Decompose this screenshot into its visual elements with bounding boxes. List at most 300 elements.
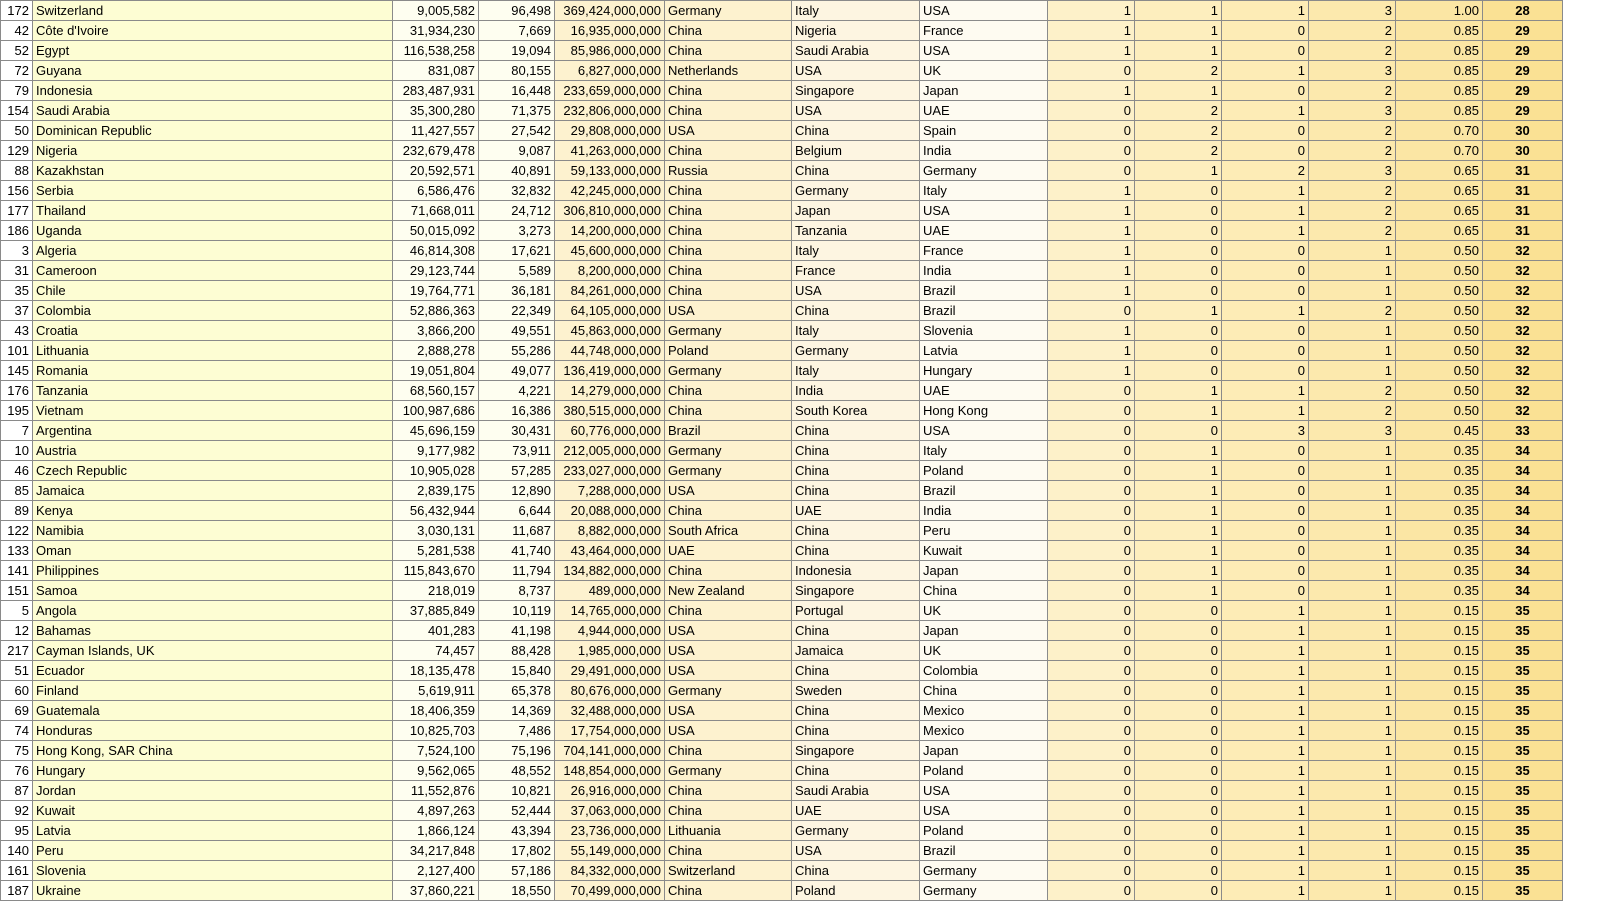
cell-partner-1[interactable]: China <box>665 201 792 221</box>
cell-gdp-per-capita[interactable]: 17,802 <box>479 841 555 861</box>
cell-partner-3[interactable]: France <box>920 21 1048 41</box>
cell-country[interactable]: Switzerland <box>33 1 393 21</box>
cell-score-1[interactable]: 1 <box>1048 341 1135 361</box>
cell-score-2[interactable]: 0 <box>1135 861 1222 881</box>
cell-weighted-score[interactable]: 0.50 <box>1396 321 1483 341</box>
cell-partner-1[interactable]: Germany <box>665 361 792 381</box>
cell-score-total[interactable]: 1 <box>1309 541 1396 561</box>
cell-score-3[interactable]: 0 <box>1222 21 1309 41</box>
cell-weighted-score[interactable]: 0.50 <box>1396 341 1483 361</box>
cell-partner-3[interactable]: Poland <box>920 461 1048 481</box>
cell-partner-3[interactable]: USA <box>920 201 1048 221</box>
cell-score-total[interactable]: 1 <box>1309 641 1396 661</box>
cell-score-3[interactable]: 1 <box>1222 821 1309 841</box>
cell-country[interactable]: Ecuador <box>33 661 393 681</box>
cell-score-3[interactable]: 1 <box>1222 181 1309 201</box>
cell-score-2[interactable]: 0 <box>1135 341 1222 361</box>
cell-score-2[interactable]: 1 <box>1135 381 1222 401</box>
cell-partner-2[interactable]: China <box>792 421 920 441</box>
cell-rank[interactable]: 34 <box>1483 501 1563 521</box>
cell-trade-value[interactable]: 45,600,000,000 <box>555 241 665 261</box>
cell-weighted-score[interactable]: 0.15 <box>1396 721 1483 741</box>
cell-partner-2[interactable]: Singapore <box>792 741 920 761</box>
cell-score-2[interactable]: 0 <box>1135 221 1222 241</box>
cell-partner-3[interactable]: Latvia <box>920 341 1048 361</box>
cell-trade-value[interactable]: 380,515,000,000 <box>555 401 665 421</box>
cell-partner-1[interactable]: Lithuania <box>665 821 792 841</box>
cell-gdp-per-capita[interactable]: 7,486 <box>479 721 555 741</box>
cell-partner-3[interactable]: USA <box>920 41 1048 61</box>
cell-id[interactable]: 154 <box>1 101 33 121</box>
cell-partner-1[interactable]: China <box>665 841 792 861</box>
cell-score-3[interactable]: 0 <box>1222 41 1309 61</box>
cell-partner-3[interactable]: Mexico <box>920 701 1048 721</box>
cell-trade-value[interactable]: 20,088,000,000 <box>555 501 665 521</box>
cell-score-total[interactable]: 1 <box>1309 501 1396 521</box>
cell-weighted-score[interactable]: 0.70 <box>1396 141 1483 161</box>
cell-partner-1[interactable]: USA <box>665 481 792 501</box>
cell-id[interactable]: 35 <box>1 281 33 301</box>
cell-score-2[interactable]: 0 <box>1135 661 1222 681</box>
cell-gdp-per-capita[interactable]: 9,087 <box>479 141 555 161</box>
cell-score-3[interactable]: 0 <box>1222 521 1309 541</box>
cell-score-total[interactable]: 2 <box>1309 181 1396 201</box>
cell-score-1[interactable]: 0 <box>1048 161 1135 181</box>
cell-weighted-score[interactable]: 0.45 <box>1396 421 1483 441</box>
cell-score-total[interactable]: 1 <box>1309 601 1396 621</box>
cell-rank[interactable]: 29 <box>1483 101 1563 121</box>
cell-weighted-score[interactable]: 0.65 <box>1396 161 1483 181</box>
cell-score-total[interactable]: 1 <box>1309 261 1396 281</box>
cell-partner-2[interactable]: France <box>792 261 920 281</box>
cell-partner-3[interactable]: Italy <box>920 441 1048 461</box>
cell-weighted-score[interactable]: 0.35 <box>1396 481 1483 501</box>
cell-trade-value[interactable]: 7,288,000,000 <box>555 481 665 501</box>
cell-partner-1[interactable]: Switzerland <box>665 861 792 881</box>
cell-id[interactable]: 133 <box>1 541 33 561</box>
cell-id[interactable]: 3 <box>1 241 33 261</box>
cell-gdp-per-capita[interactable]: 18,550 <box>479 881 555 901</box>
cell-partner-3[interactable]: Colombia <box>920 661 1048 681</box>
cell-population[interactable]: 6,586,476 <box>393 181 479 201</box>
cell-id[interactable]: 195 <box>1 401 33 421</box>
cell-score-2[interactable]: 2 <box>1135 141 1222 161</box>
cell-score-1[interactable]: 0 <box>1048 641 1135 661</box>
cell-score-1[interactable]: 1 <box>1048 1 1135 21</box>
cell-partner-2[interactable]: Italy <box>792 1 920 21</box>
cell-gdp-per-capita[interactable]: 88,428 <box>479 641 555 661</box>
cell-partner-3[interactable]: China <box>920 681 1048 701</box>
cell-score-1[interactable]: 1 <box>1048 81 1135 101</box>
cell-partner-1[interactable]: China <box>665 141 792 161</box>
cell-score-2[interactable]: 1 <box>1135 161 1222 181</box>
cell-partner-2[interactable]: Italy <box>792 361 920 381</box>
cell-id[interactable]: 186 <box>1 221 33 241</box>
cell-trade-value[interactable]: 45,863,000,000 <box>555 321 665 341</box>
cell-weighted-score[interactable]: 0.15 <box>1396 841 1483 861</box>
cell-score-2[interactable]: 0 <box>1135 801 1222 821</box>
cell-score-1[interactable]: 0 <box>1048 881 1135 901</box>
cell-rank[interactable]: 35 <box>1483 881 1563 901</box>
cell-partner-1[interactable]: China <box>665 781 792 801</box>
cell-country[interactable]: Serbia <box>33 181 393 201</box>
cell-population[interactable]: 4,897,263 <box>393 801 479 821</box>
cell-id[interactable]: 42 <box>1 21 33 41</box>
cell-population[interactable]: 34,217,848 <box>393 841 479 861</box>
cell-country[interactable]: Samoa <box>33 581 393 601</box>
cell-score-2[interactable]: 0 <box>1135 641 1222 661</box>
cell-weighted-score[interactable]: 0.15 <box>1396 621 1483 641</box>
cell-partner-2[interactable]: China <box>792 121 920 141</box>
cell-population[interactable]: 50,015,092 <box>393 221 479 241</box>
cell-score-1[interactable]: 1 <box>1048 361 1135 381</box>
cell-weighted-score[interactable]: 0.35 <box>1396 501 1483 521</box>
cell-gdp-per-capita[interactable]: 55,286 <box>479 341 555 361</box>
cell-country[interactable]: Dominican Republic <box>33 121 393 141</box>
cell-score-total[interactable]: 2 <box>1309 381 1396 401</box>
cell-partner-2[interactable]: Germany <box>792 821 920 841</box>
cell-partner-3[interactable]: UK <box>920 61 1048 81</box>
cell-population[interactable]: 10,825,703 <box>393 721 479 741</box>
cell-score-1[interactable]: 0 <box>1048 621 1135 641</box>
cell-trade-value[interactable]: 4,944,000,000 <box>555 621 665 641</box>
cell-score-total[interactable]: 2 <box>1309 121 1396 141</box>
cell-weighted-score[interactable]: 0.70 <box>1396 121 1483 141</box>
cell-gdp-per-capita[interactable]: 48,552 <box>479 761 555 781</box>
cell-population[interactable]: 3,030,131 <box>393 521 479 541</box>
cell-trade-value[interactable]: 37,063,000,000 <box>555 801 665 821</box>
cell-partner-2[interactable]: USA <box>792 281 920 301</box>
cell-country[interactable]: Kenya <box>33 501 393 521</box>
cell-gdp-per-capita[interactable]: 5,589 <box>479 261 555 281</box>
cell-rank[interactable]: 34 <box>1483 561 1563 581</box>
cell-weighted-score[interactable]: 0.15 <box>1396 881 1483 901</box>
cell-partner-2[interactable]: Indonesia <box>792 561 920 581</box>
cell-trade-value[interactable]: 64,105,000,000 <box>555 301 665 321</box>
cell-partner-1[interactable]: Poland <box>665 341 792 361</box>
cell-score-2[interactable]: 2 <box>1135 61 1222 81</box>
cell-partner-1[interactable]: China <box>665 501 792 521</box>
cell-partner-3[interactable]: France <box>920 241 1048 261</box>
cell-score-3[interactable]: 0 <box>1222 121 1309 141</box>
cell-rank[interactable]: 34 <box>1483 481 1563 501</box>
cell-population[interactable]: 116,538,258 <box>393 41 479 61</box>
cell-partner-1[interactable]: Germany <box>665 1 792 21</box>
cell-weighted-score[interactable]: 0.50 <box>1396 301 1483 321</box>
cell-weighted-score[interactable]: 0.50 <box>1396 281 1483 301</box>
cell-score-3[interactable]: 0 <box>1222 501 1309 521</box>
cell-partner-2[interactable]: UAE <box>792 801 920 821</box>
cell-weighted-score[interactable]: 0.50 <box>1396 261 1483 281</box>
cell-population[interactable]: 5,281,538 <box>393 541 479 561</box>
cell-population[interactable]: 52,886,363 <box>393 301 479 321</box>
cell-rank[interactable]: 35 <box>1483 781 1563 801</box>
cell-weighted-score[interactable]: 0.35 <box>1396 561 1483 581</box>
cell-score-2[interactable]: 2 <box>1135 101 1222 121</box>
cell-trade-value[interactable]: 8,882,000,000 <box>555 521 665 541</box>
cell-partner-2[interactable]: China <box>792 461 920 481</box>
cell-rank[interactable]: 35 <box>1483 841 1563 861</box>
cell-score-2[interactable]: 0 <box>1135 281 1222 301</box>
cell-rank[interactable]: 32 <box>1483 321 1563 341</box>
cell-partner-1[interactable]: Germany <box>665 761 792 781</box>
cell-population[interactable]: 2,888,278 <box>393 341 479 361</box>
cell-rank[interactable]: 35 <box>1483 761 1563 781</box>
cell-score-3[interactable]: 0 <box>1222 461 1309 481</box>
cell-trade-value[interactable]: 8,200,000,000 <box>555 261 665 281</box>
cell-population[interactable]: 31,934,230 <box>393 21 479 41</box>
cell-population[interactable]: 18,135,478 <box>393 661 479 681</box>
cell-score-2[interactable]: 0 <box>1135 601 1222 621</box>
cell-partner-1[interactable]: Netherlands <box>665 61 792 81</box>
cell-rank[interactable]: 35 <box>1483 861 1563 881</box>
cell-gdp-per-capita[interactable]: 57,186 <box>479 861 555 881</box>
cell-partner-3[interactable]: Germany <box>920 861 1048 881</box>
cell-gdp-per-capita[interactable]: 41,198 <box>479 621 555 641</box>
cell-trade-value[interactable]: 42,245,000,000 <box>555 181 665 201</box>
cell-rank[interactable]: 30 <box>1483 141 1563 161</box>
cell-score-3[interactable]: 1 <box>1222 661 1309 681</box>
cell-id[interactable]: 12 <box>1 621 33 641</box>
cell-gdp-per-capita[interactable]: 49,077 <box>479 361 555 381</box>
cell-partner-2[interactable]: China <box>792 761 920 781</box>
cell-id[interactable]: 76 <box>1 761 33 781</box>
cell-weighted-score[interactable]: 0.85 <box>1396 61 1483 81</box>
cell-score-1[interactable]: 0 <box>1048 801 1135 821</box>
cell-country[interactable]: Honduras <box>33 721 393 741</box>
cell-partner-2[interactable]: USA <box>792 841 920 861</box>
cell-score-1[interactable]: 0 <box>1048 61 1135 81</box>
cell-population[interactable]: 18,406,359 <box>393 701 479 721</box>
cell-partner-1[interactable]: New Zealand <box>665 581 792 601</box>
cell-score-2[interactable]: 1 <box>1135 441 1222 461</box>
cell-trade-value[interactable]: 1,985,000,000 <box>555 641 665 661</box>
cell-score-2[interactable]: 1 <box>1135 501 1222 521</box>
cell-score-1[interactable]: 0 <box>1048 661 1135 681</box>
cell-weighted-score[interactable]: 0.15 <box>1396 701 1483 721</box>
cell-population[interactable]: 115,843,670 <box>393 561 479 581</box>
cell-trade-value[interactable]: 55,149,000,000 <box>555 841 665 861</box>
cell-score-2[interactable]: 1 <box>1135 461 1222 481</box>
cell-score-1[interactable]: 0 <box>1048 561 1135 581</box>
cell-score-total[interactable]: 3 <box>1309 61 1396 81</box>
cell-country[interactable]: Argentina <box>33 421 393 441</box>
cell-country[interactable]: Slovenia <box>33 861 393 881</box>
cell-id[interactable]: 7 <box>1 421 33 441</box>
cell-gdp-per-capita[interactable]: 17,621 <box>479 241 555 261</box>
cell-gdp-per-capita[interactable]: 8,737 <box>479 581 555 601</box>
cell-score-3[interactable]: 0 <box>1222 441 1309 461</box>
cell-country[interactable]: Algeria <box>33 241 393 261</box>
cell-rank[interactable]: 31 <box>1483 201 1563 221</box>
cell-partner-3[interactable]: UAE <box>920 221 1048 241</box>
cell-score-3[interactable]: 1 <box>1222 401 1309 421</box>
cell-score-total[interactable]: 2 <box>1309 81 1396 101</box>
cell-score-1[interactable]: 1 <box>1048 241 1135 261</box>
cell-partner-2[interactable]: China <box>792 441 920 461</box>
cell-id[interactable]: 37 <box>1 301 33 321</box>
cell-score-total[interactable]: 1 <box>1309 741 1396 761</box>
cell-weighted-score[interactable]: 0.85 <box>1396 21 1483 41</box>
cell-country[interactable]: Croatia <box>33 321 393 341</box>
cell-trade-value[interactable]: 306,810,000,000 <box>555 201 665 221</box>
cell-trade-value[interactable]: 136,419,000,000 <box>555 361 665 381</box>
cell-rank[interactable]: 35 <box>1483 821 1563 841</box>
cell-score-total[interactable]: 1 <box>1309 781 1396 801</box>
cell-rank[interactable]: 32 <box>1483 341 1563 361</box>
cell-country[interactable]: Romania <box>33 361 393 381</box>
cell-population[interactable]: 2,127,400 <box>393 861 479 881</box>
cell-id[interactable]: 51 <box>1 661 33 681</box>
cell-partner-2[interactable]: China <box>792 861 920 881</box>
cell-weighted-score[interactable]: 0.50 <box>1396 241 1483 261</box>
cell-score-1[interactable]: 1 <box>1048 261 1135 281</box>
cell-score-1[interactable]: 0 <box>1048 141 1135 161</box>
cell-partner-2[interactable]: Sweden <box>792 681 920 701</box>
cell-partner-1[interactable]: Germany <box>665 681 792 701</box>
cell-trade-value[interactable]: 17,754,000,000 <box>555 721 665 741</box>
cell-score-3[interactable]: 0 <box>1222 341 1309 361</box>
cell-score-1[interactable]: 0 <box>1048 101 1135 121</box>
cell-score-2[interactable]: 0 <box>1135 361 1222 381</box>
cell-partner-3[interactable]: Japan <box>920 81 1048 101</box>
cell-partner-1[interactable]: Russia <box>665 161 792 181</box>
cell-id[interactable]: 95 <box>1 821 33 841</box>
cell-gdp-per-capita[interactable]: 30,431 <box>479 421 555 441</box>
cell-score-3[interactable]: 0 <box>1222 261 1309 281</box>
cell-partner-2[interactable]: UAE <box>792 501 920 521</box>
cell-trade-value[interactable]: 70,499,000,000 <box>555 881 665 901</box>
cell-population[interactable]: 7,524,100 <box>393 741 479 761</box>
cell-weighted-score[interactable]: 0.15 <box>1396 681 1483 701</box>
cell-score-total[interactable]: 3 <box>1309 101 1396 121</box>
cell-country[interactable]: Chile <box>33 281 393 301</box>
cell-rank[interactable]: 32 <box>1483 381 1563 401</box>
cell-trade-value[interactable]: 84,261,000,000 <box>555 281 665 301</box>
cell-partner-2[interactable]: China <box>792 161 920 181</box>
cell-id[interactable]: 156 <box>1 181 33 201</box>
cell-weighted-score[interactable]: 0.65 <box>1396 181 1483 201</box>
cell-id[interactable]: 140 <box>1 841 33 861</box>
cell-country[interactable]: Cayman Islands, UK <box>33 641 393 661</box>
cell-partner-3[interactable]: Japan <box>920 621 1048 641</box>
cell-score-2[interactable]: 0 <box>1135 761 1222 781</box>
cell-score-1[interactable]: 0 <box>1048 301 1135 321</box>
cell-gdp-per-capita[interactable]: 3,273 <box>479 221 555 241</box>
cell-weighted-score[interactable]: 0.15 <box>1396 861 1483 881</box>
cell-country[interactable]: Nigeria <box>33 141 393 161</box>
cell-rank[interactable]: 33 <box>1483 421 1563 441</box>
cell-id[interactable]: 176 <box>1 381 33 401</box>
cell-partner-1[interactable]: China <box>665 741 792 761</box>
cell-partner-1[interactable]: USA <box>665 701 792 721</box>
cell-rank[interactable]: 35 <box>1483 641 1563 661</box>
cell-population[interactable]: 35,300,280 <box>393 101 479 121</box>
cell-rank[interactable]: 32 <box>1483 281 1563 301</box>
cell-partner-2[interactable]: China <box>792 481 920 501</box>
cell-country[interactable]: Bahamas <box>33 621 393 641</box>
cell-score-2[interactable]: 1 <box>1135 481 1222 501</box>
cell-partner-2[interactable]: Jamaica <box>792 641 920 661</box>
cell-partner-1[interactable]: USA <box>665 721 792 741</box>
cell-partner-1[interactable]: China <box>665 401 792 421</box>
cell-partner-2[interactable]: Singapore <box>792 81 920 101</box>
cell-partner-3[interactable]: UK <box>920 641 1048 661</box>
cell-score-3[interactable]: 1 <box>1222 381 1309 401</box>
cell-score-3[interactable]: 1 <box>1222 101 1309 121</box>
cell-trade-value[interactable]: 233,659,000,000 <box>555 81 665 101</box>
cell-score-2[interactable]: 1 <box>1135 21 1222 41</box>
cell-gdp-per-capita[interactable]: 75,196 <box>479 741 555 761</box>
cell-score-1[interactable]: 0 <box>1048 121 1135 141</box>
cell-weighted-score[interactable]: 0.85 <box>1396 101 1483 121</box>
cell-score-2[interactable]: 1 <box>1135 81 1222 101</box>
cell-score-3[interactable]: 1 <box>1222 641 1309 661</box>
cell-rank[interactable]: 32 <box>1483 241 1563 261</box>
cell-weighted-score[interactable]: 0.85 <box>1396 81 1483 101</box>
cell-trade-value[interactable]: 29,808,000,000 <box>555 121 665 141</box>
cell-trade-value[interactable]: 29,491,000,000 <box>555 661 665 681</box>
cell-score-1[interactable]: 0 <box>1048 421 1135 441</box>
cell-weighted-score[interactable]: 0.35 <box>1396 581 1483 601</box>
cell-partner-3[interactable]: USA <box>920 801 1048 821</box>
cell-population[interactable]: 20,592,571 <box>393 161 479 181</box>
cell-partner-1[interactable]: China <box>665 881 792 901</box>
cell-score-2[interactable]: 1 <box>1135 561 1222 581</box>
cell-score-3[interactable]: 0 <box>1222 321 1309 341</box>
cell-partner-1[interactable]: China <box>665 181 792 201</box>
cell-weighted-score[interactable]: 0.15 <box>1396 781 1483 801</box>
cell-id[interactable]: 43 <box>1 321 33 341</box>
cell-score-1[interactable]: 1 <box>1048 21 1135 41</box>
cell-score-1[interactable]: 1 <box>1048 201 1135 221</box>
cell-gdp-per-capita[interactable]: 32,832 <box>479 181 555 201</box>
cell-gdp-per-capita[interactable]: 41,740 <box>479 541 555 561</box>
cell-score-1[interactable]: 0 <box>1048 701 1135 721</box>
cell-score-2[interactable]: 0 <box>1135 241 1222 261</box>
cell-score-total[interactable]: 2 <box>1309 401 1396 421</box>
cell-score-3[interactable]: 1 <box>1222 781 1309 801</box>
cell-partner-1[interactable]: China <box>665 101 792 121</box>
cell-population[interactable]: 45,696,159 <box>393 421 479 441</box>
cell-partner-3[interactable]: India <box>920 501 1048 521</box>
cell-population[interactable]: 9,562,065 <box>393 761 479 781</box>
cell-trade-value[interactable]: 84,332,000,000 <box>555 861 665 881</box>
cell-partner-3[interactable]: India <box>920 261 1048 281</box>
cell-score-3[interactable]: 0 <box>1222 541 1309 561</box>
cell-partner-3[interactable]: USA <box>920 781 1048 801</box>
cell-partner-3[interactable]: Brazil <box>920 281 1048 301</box>
cell-score-2[interactable]: 1 <box>1135 581 1222 601</box>
cell-trade-value[interactable]: 14,200,000,000 <box>555 221 665 241</box>
cell-id[interactable]: 151 <box>1 581 33 601</box>
cell-score-3[interactable]: 1 <box>1222 861 1309 881</box>
cell-partner-3[interactable]: Germany <box>920 881 1048 901</box>
cell-population[interactable]: 19,764,771 <box>393 281 479 301</box>
cell-score-1[interactable]: 0 <box>1048 381 1135 401</box>
cell-country[interactable]: Ukraine <box>33 881 393 901</box>
cell-score-total[interactable]: 2 <box>1309 141 1396 161</box>
cell-population[interactable]: 71,668,011 <box>393 201 479 221</box>
cell-partner-2[interactable]: China <box>792 541 920 561</box>
cell-partner-3[interactable]: USA <box>920 421 1048 441</box>
cell-partner-3[interactable]: Brazil <box>920 841 1048 861</box>
cell-partner-2[interactable]: USA <box>792 101 920 121</box>
cell-rank[interactable]: 31 <box>1483 181 1563 201</box>
cell-gdp-per-capita[interactable]: 27,542 <box>479 121 555 141</box>
cell-country[interactable]: Lithuania <box>33 341 393 361</box>
cell-partner-1[interactable]: Germany <box>665 461 792 481</box>
